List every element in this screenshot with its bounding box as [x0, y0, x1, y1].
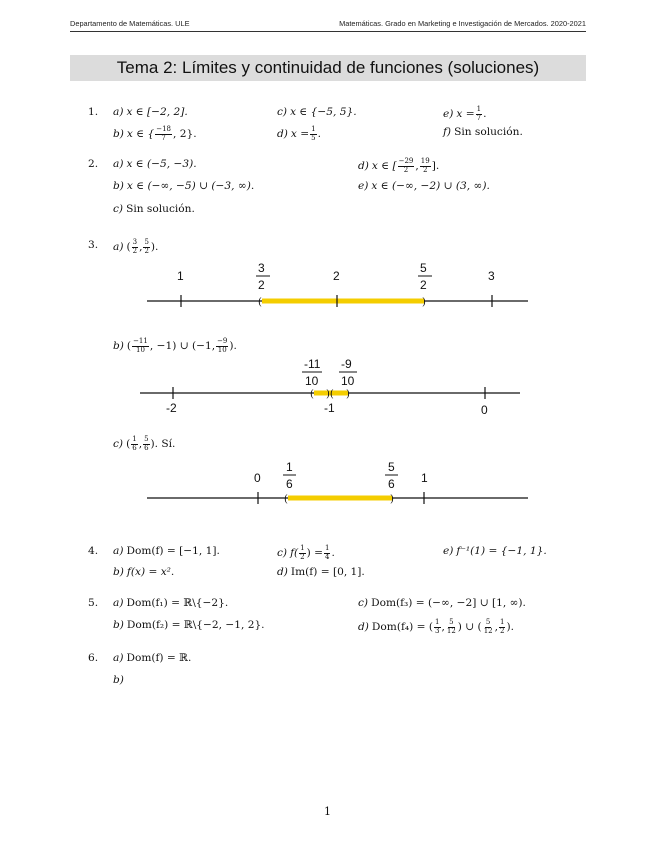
ex2-item-d: d) x ∈ [ $\frac{-29}{2}$ , $\frac{19}{2}$ ]. — [358, 157, 440, 174]
ex3-item-a: a) ( $\frac{3}{2}$ , $\frac{5}{2}$ ). — [113, 238, 159, 255]
ex4-item-e: e) f⁻¹(1) = {−1, 1}. — [443, 545, 547, 557]
exercise-4-number: 4. — [88, 545, 99, 557]
number-line-a-frac-b-den: 2 — [420, 278, 427, 292]
number-line-a-open-right: ) — [422, 297, 426, 308]
ex5-item-c: c) Dom(f₃) = (−∞, −2] ∪ [1, ∞). — [358, 597, 526, 609]
ex2-item-e: e) x ∈ (−∞, −2) ∪ (3, ∞). — [358, 180, 490, 192]
number-line-c-frac-b-den: 6 — [388, 477, 395, 491]
ex1-item-b: b) x ∈ { $\frac{-18}{7}$ , 2}. — [113, 125, 197, 142]
number-line-b-label-0: 0 — [481, 403, 488, 417]
ex5-item-d: d) Dom(f₄) = ( $\frac{1}{3}$ , $\frac{5}{12}$ ) ∪ ( $\frac{5}{12}$ , $\frac{1}{2}$ ). — [358, 618, 514, 635]
ex1-item-e: e) x = $\frac{1}{7}$ . — [443, 105, 487, 122]
ex4-item-c: c) f( $\frac{1}{2}$ ) = $\frac{1}{4}$ . — [277, 544, 335, 561]
number-line-a-frac-b-num: 5 — [420, 261, 427, 275]
number-line-b-frac-b-den: 10 — [341, 374, 355, 388]
exercise-5-number: 5. — [88, 597, 99, 609]
ex1-item-f: f) Sin solución. — [443, 126, 523, 138]
ex4-item-d: d) Im(f) = [0, 1]. — [277, 566, 365, 578]
ex6-item-b: b) — [113, 674, 124, 686]
ex5-item-b: b) Dom(f₂) = ℝ\{−2, −1, 2}. — [113, 619, 265, 631]
ex6-item-a: a) Dom(f) = ℝ. — [113, 652, 192, 664]
ex3-item-c: c) ( $\frac{1}{6}$ , $\frac{5}{6}$ ). Sí. — [113, 435, 176, 452]
number-line-b-open-mid: )( — [326, 389, 334, 400]
ex2-item-c: c) Sin solución. — [113, 203, 195, 215]
ex2-item-a: a) x ∈ (−5, −3). — [113, 158, 197, 170]
header-department: Departamento de Matemáticas. ULE — [70, 19, 190, 28]
ex4-item-b: b) f(x) = x². — [113, 566, 175, 578]
number-line-c-frac-a-den: 6 — [286, 477, 293, 491]
number-line-a-label-3: 3 — [488, 269, 495, 283]
number-line-b-label-m1: -1 — [324, 401, 335, 415]
number-line-b-frac-a-num: -11 — [304, 357, 321, 371]
number-line-c-label-0: 0 — [254, 471, 261, 485]
number-line-c-open-left: ( — [284, 494, 288, 505]
ex1-item-d: d) x = $\frac{1}{5}$ . — [277, 125, 321, 142]
exercise-2-number: 2. — [88, 158, 99, 170]
number-line-b-open-right: ) — [346, 389, 350, 400]
page-title: Tema 2: Límites y continuidad de funciones (soluciones) — [116, 58, 540, 77]
ex2-item-b: b) x ∈ (−∞, −5) ∪ (−3, ∞). — [113, 180, 255, 192]
number-line-c-frac-b-num: 5 — [388, 460, 395, 474]
page-number: 1 — [324, 805, 331, 818]
number-line-c-label-1: 1 — [421, 471, 428, 485]
exercise-6-number: 6. — [88, 652, 99, 664]
number-line-a-label-1: 1 — [177, 269, 184, 283]
ex4-item-a: a) Dom(f) = [−1, 1]. — [113, 545, 220, 557]
number-line-a-label-2: 2 — [333, 269, 340, 283]
exercise-3-number: 3. — [88, 239, 99, 251]
number-line-b-label-m2: -2 — [166, 401, 177, 415]
ex5-item-a: a) Dom(f₁) = ℝ\{−2}. — [113, 597, 229, 609]
exercise-1-number: 1. — [88, 106, 99, 118]
number-line-b-frac-b-num: -9 — [341, 357, 352, 371]
number-line-a-frac-a-num: 3 — [258, 261, 265, 275]
ex1-item-c: c) x ∈ {−5, 5}. — [277, 106, 357, 118]
header-course: Matemáticas. Grado en Marketing e Investigación de Mercados. 2020-2021 — [339, 19, 586, 28]
number-line-c-frac-a-num: 1 — [286, 460, 293, 474]
number-line-c-open-right: ) — [390, 494, 394, 505]
number-line-a-frac-a-den: 2 — [258, 278, 265, 292]
ex1-item-a: a) x ∈ [−2, 2]. — [113, 106, 188, 118]
number-line-b-frac-a-den: 10 — [305, 374, 319, 388]
number-line-b-open-left: ( — [310, 389, 314, 400]
ex3-item-b: b) ( $\frac{-11}{10}$ , −1) ∪ (−1, $\frac{-9}{10}$ ). — [113, 337, 237, 354]
number-line-a-open-left: ( — [258, 297, 262, 308]
